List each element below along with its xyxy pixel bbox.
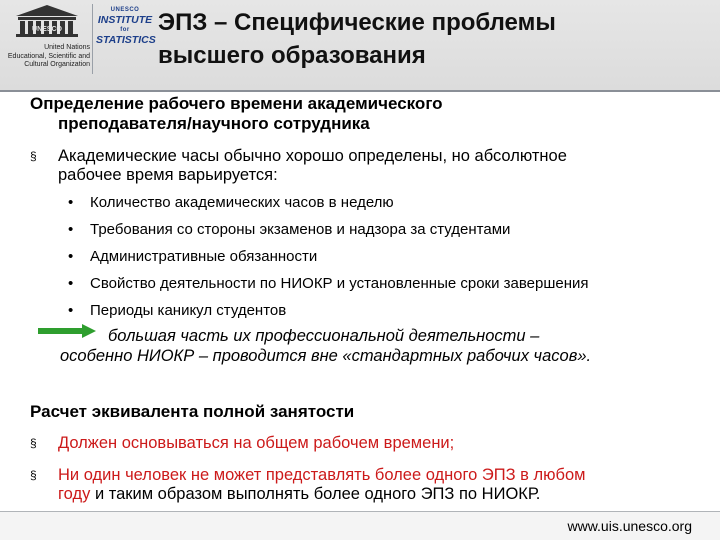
header bbox=[0, 0, 720, 90]
section1-heading: Определение рабочего времени академического преподавателя/научного сотрудника bbox=[30, 94, 443, 133]
unesco-logo bbox=[6, 4, 88, 82]
unesco-temple-icon bbox=[12, 4, 82, 38]
footer-url: www.uis.unesco.org bbox=[567, 518, 692, 534]
section2-point: § Ни один человек не может представлять более одного ЭПЗ в любом году и таким образом выполнять более одного ЭПЗ по НИОКР. bbox=[30, 466, 586, 503]
logo-caption: United Nations Educational, Scientific and Cultural Organization bbox=[7, 44, 90, 68]
slide-content bbox=[30, 94, 710, 320]
square-bullet-icon: § bbox=[30, 436, 37, 450]
square-bullet-icon: § bbox=[30, 149, 37, 163]
section2-heading: Расчет эквивалента полной занятости bbox=[30, 402, 355, 421]
header-rule bbox=[0, 90, 720, 92]
section2-point: § Должен основываться на общем рабочем времени; bbox=[30, 434, 455, 452]
page-title: ЭПЗ – Специфические проблемы высшего образования bbox=[158, 9, 556, 69]
note-text: большая часть их профессиональной деятельности – особенно НИОКР – проводится вне «стандартных рабочих часов». bbox=[60, 327, 592, 365]
svg-text:UNESCO: UNESCO bbox=[32, 26, 62, 33]
list-item: • Периоды каникул студентов bbox=[68, 302, 287, 319]
header-divider bbox=[92, 4, 93, 74]
uis-logo: UNESCO INSTITUTE for STATISTICS bbox=[96, 7, 156, 46]
section2 bbox=[30, 402, 710, 504]
square-bullet-icon: § bbox=[30, 468, 37, 482]
section1-point: § Академические часы обычно хорошо определены, но абсолютное рабочее время варьируется: bbox=[30, 147, 567, 184]
list-item: • Требования со стороны экзаменов и надзора за студентами bbox=[68, 221, 511, 238]
list-item: • Количество академических часов в неделю bbox=[68, 194, 394, 211]
list-item: • Свойство деятельности по НИОКР и установленные сроки завершения bbox=[68, 275, 589, 292]
list-item: • Административные обязанности bbox=[68, 248, 318, 265]
